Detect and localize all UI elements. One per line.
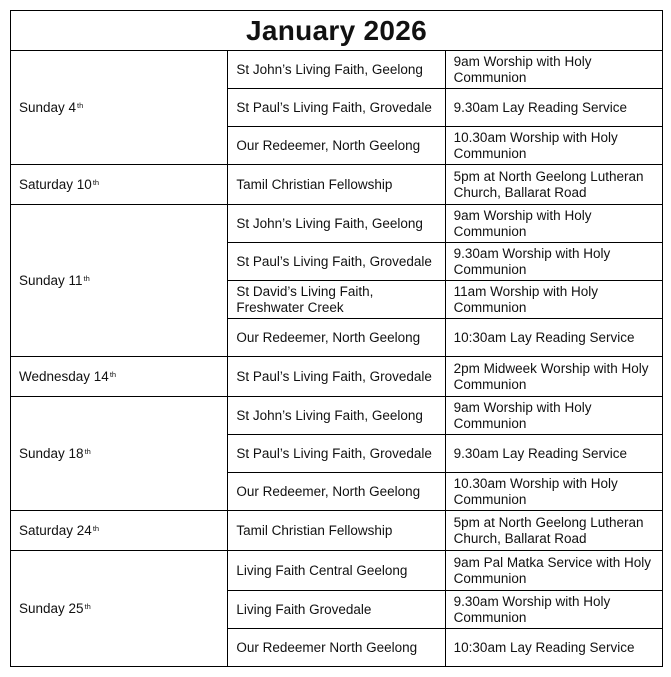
venue-cell: Living Faith Central Geelong — [228, 551, 445, 591]
service-cell: 9.30am Worship with Holy Communion — [445, 591, 662, 629]
service-cell: 9am Pal Matka Service with Holy Communion — [445, 551, 662, 591]
date-cell — [11, 551, 228, 667]
venue-cell: Tamil Christian Fellowship — [228, 165, 445, 205]
service-cell: 9am Worship with Holy Communion — [445, 51, 662, 89]
service-cell: 9.30am Worship with Holy Communion — [445, 243, 662, 281]
service-cell: 9.30am Lay Reading Service — [445, 435, 662, 473]
venue-cell: St Paul’s Living Faith, Grovedale — [228, 357, 445, 397]
venue-cell: St John’s Living Faith, Geelong — [228, 205, 445, 243]
date-label: Sunday 4 — [19, 99, 77, 115]
date-label: Saturday 24 — [19, 522, 92, 538]
venue-cell: St Paul’s Living Faith, Grovedale — [228, 243, 445, 281]
date-label: Sunday 25 — [19, 600, 84, 616]
date-cell — [11, 205, 228, 357]
venue-cell: St Paul’s Living Faith, Grovedale — [228, 89, 445, 127]
service-cell: 10:30am Lay Reading Service — [445, 629, 662, 667]
table-row — [11, 551, 663, 591]
venue-cell: St John’s Living Faith, Geelong — [228, 51, 445, 89]
service-cell: 10:30am Lay Reading Service — [445, 319, 662, 357]
venue-cell: Tamil Christian Fellowship — [228, 511, 445, 551]
date-cell — [11, 511, 228, 551]
service-cell: 9.30am Lay Reading Service — [445, 89, 662, 127]
table-row — [11, 357, 663, 397]
date-suffix: th — [84, 446, 91, 456]
date-suffix: th — [84, 601, 91, 611]
service-cell: 11am Worship with Holy Communion — [445, 281, 662, 319]
date-cell — [11, 397, 228, 511]
table-row — [11, 165, 663, 205]
venue-cell: St Paul’s Living Faith, Grovedale — [228, 435, 445, 473]
venue-cell: St John’s Living Faith, Geelong — [228, 397, 445, 435]
service-cell: 10.30am Worship with Holy Communion — [445, 473, 662, 511]
venue-cell: St David’s Living Faith, Freshwater Creek — [228, 281, 445, 319]
date-label: Sunday 18 — [19, 445, 84, 461]
table-row — [11, 511, 663, 551]
service-cell: 10.30am Worship with Holy Communion — [445, 127, 662, 165]
date-suffix: th — [92, 523, 100, 533]
date-label: Saturday 10 — [19, 176, 92, 192]
venue-cell: Our Redeemer, North Geelong — [228, 319, 445, 357]
venue-cell: Our Redeemer, North Geelong — [228, 127, 445, 165]
table-row — [11, 51, 663, 89]
date-suffix: th — [83, 273, 90, 283]
schedule-table — [10, 10, 663, 667]
service-cell: 5pm at North Geelong Lutheran Church, Ballarat Road — [445, 165, 662, 205]
service-cell: 9am Worship with Holy Communion — [445, 397, 662, 435]
page-title: January 2026 — [11, 11, 663, 51]
date-cell — [11, 165, 228, 205]
date-cell — [11, 51, 228, 165]
table-row — [11, 397, 663, 435]
venue-cell: Our Redeemer North Geelong — [228, 629, 445, 667]
table-row — [11, 205, 663, 243]
date-label: Wednesday 14 — [19, 368, 109, 384]
date-suffix: th — [77, 100, 84, 110]
date-cell — [11, 357, 228, 397]
date-suffix: th — [92, 177, 100, 187]
venue-cell: Our Redeemer, North Geelong — [228, 473, 445, 511]
service-cell: 9am Worship with Holy Communion — [445, 205, 662, 243]
date-suffix: th — [109, 369, 117, 379]
date-label: Sunday 11 — [19, 272, 83, 288]
service-cell: 5pm at North Geelong Lutheran Church, Ballarat Road — [445, 511, 662, 551]
service-cell: 2pm Midweek Worship with Holy Communion — [445, 357, 662, 397]
venue-cell: Living Faith Grovedale — [228, 591, 445, 629]
